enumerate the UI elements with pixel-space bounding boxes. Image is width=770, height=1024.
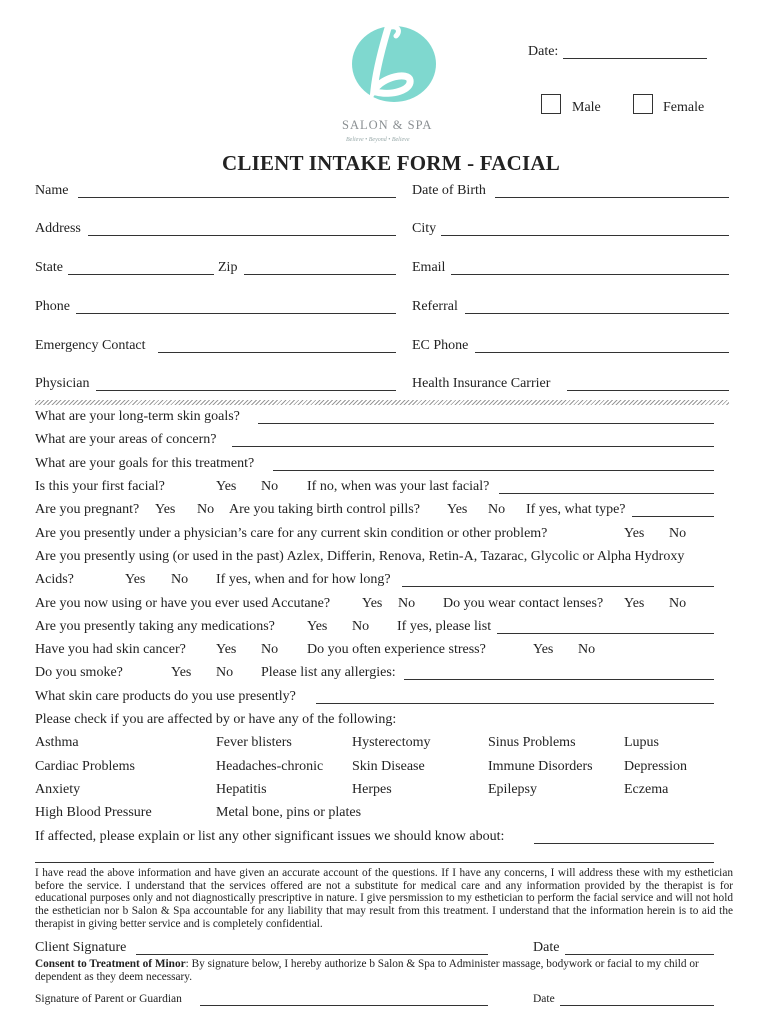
- referral-line[interactable]: [465, 313, 729, 314]
- logo-brand: SALON & SPA: [342, 118, 433, 132]
- q-long-term-goals: What are your long-term skin goals?: [35, 409, 240, 424]
- logo: [338, 14, 448, 149]
- condition-item[interactable]: Metal bone, pins or plates: [216, 805, 362, 820]
- zip-label: Zip: [218, 260, 238, 275]
- client-date-line[interactable]: [565, 954, 714, 955]
- physician-label: Physician: [35, 376, 90, 391]
- emergency-contact-line[interactable]: [158, 352, 396, 353]
- q-physician-care-no[interactable]: No: [669, 526, 687, 541]
- q-medications-list-line[interactable]: [497, 633, 714, 634]
- condition-item[interactable]: Asthma: [35, 735, 79, 750]
- dob-line[interactable]: [495, 197, 729, 198]
- q-first-facial: Is this your first facial?: [35, 479, 165, 494]
- condition-item[interactable]: High Blood Pressure: [35, 805, 152, 820]
- q-long-term-goals-line[interactable]: [258, 423, 714, 424]
- q-treatment-goals-line[interactable]: [273, 470, 714, 471]
- q-birth-control-type: If yes, what type?: [526, 502, 626, 517]
- q-skin-cancer-yes[interactable]: Yes: [216, 642, 237, 657]
- email-label: Email: [412, 260, 446, 275]
- q-areas-of-concern-line[interactable]: [232, 446, 714, 447]
- q-first-facial-yes[interactable]: Yes: [216, 479, 237, 494]
- male-label: Male: [572, 100, 601, 115]
- q-contacts-yes[interactable]: Yes: [624, 596, 645, 611]
- condition-item[interactable]: Hysterectomy: [352, 735, 431, 750]
- condition-item[interactable]: Lupus: [624, 735, 659, 750]
- condition-item[interactable]: Anxiety: [35, 782, 81, 797]
- q-accutane: Are you now using or have you ever used Accutane?: [35, 596, 331, 611]
- q-last-facial: If no, when was your last facial?: [307, 479, 490, 494]
- q-physician-care-yes[interactable]: Yes: [624, 526, 645, 541]
- q-medications-list: If yes, please list: [397, 619, 492, 634]
- q-acids-yes[interactable]: Yes: [125, 572, 146, 587]
- q-birth-control: Are you taking birth control pills?: [229, 502, 420, 517]
- q-acids-no[interactable]: No: [171, 572, 189, 587]
- q-contacts-no[interactable]: No: [669, 596, 687, 611]
- q-accutane-yes[interactable]: Yes: [362, 596, 383, 611]
- q-allergies-line[interactable]: [404, 679, 714, 680]
- q-pregnant-no[interactable]: No: [197, 502, 215, 517]
- minor-consent-text: : By signature below, I hereby authorize b Salon & Spa to Administer massage, bodywork or facial to my child or dependent as they deem necessary.: [35, 958, 699, 983]
- page-title: CLIENT INTAKE FORM - FACIAL: [222, 151, 560, 175]
- q-physician-care: Are you presently under a physician’s care for any current skin condition or other problem?: [35, 526, 548, 541]
- insurance-label: Health Insurance Carrier: [412, 376, 551, 391]
- q-acids-when: If yes, when and for how long?: [216, 572, 391, 587]
- q-other-issues-line[interactable]: [534, 843, 714, 844]
- q-other-issues-line-2[interactable]: [35, 862, 714, 863]
- condition-item[interactable]: Cardiac Problems: [35, 759, 135, 774]
- logo-tagline: Believe • Beyond • Believe: [346, 137, 410, 143]
- phone-label: Phone: [35, 299, 70, 314]
- q-stress: Do you often experience stress?: [307, 642, 486, 657]
- name-label: Name: [35, 183, 69, 198]
- parent-signature-label: Signature of Parent or Guardian: [35, 993, 182, 1005]
- state-label: State: [35, 260, 63, 275]
- q-accutane-no[interactable]: No: [398, 596, 416, 611]
- zip-line[interactable]: [244, 274, 396, 275]
- dob-label: Date of Birth: [412, 183, 486, 198]
- address-label: Address: [35, 221, 81, 236]
- q-last-facial-line[interactable]: [499, 493, 714, 494]
- condition-item[interactable]: Skin Disease: [352, 759, 425, 774]
- parent-signature-line[interactable]: [200, 1005, 488, 1006]
- ec-phone-label: EC Phone: [412, 338, 469, 353]
- q-smoke-no[interactable]: No: [216, 665, 234, 680]
- condition-item[interactable]: Herpes: [352, 782, 392, 797]
- q-treatment-goals: What are your goals for this treatment?: [35, 456, 255, 471]
- q-acids-when-line[interactable]: [402, 586, 714, 587]
- insurance-line[interactable]: [567, 390, 729, 391]
- q-skin-cancer-no[interactable]: No: [261, 642, 279, 657]
- name-line[interactable]: [78, 197, 396, 198]
- condition-item[interactable]: Fever blisters: [216, 735, 292, 750]
- email-line[interactable]: [451, 274, 729, 275]
- city-line[interactable]: [441, 235, 729, 236]
- male-checkbox[interactable]: [541, 94, 561, 114]
- consent-text: I have read the above information and have given an accurate account of the questions. If I have any concerns, I will address these with my esthetician before the service. I understand that the services offered are not a substitute for medical care and any information provided by the therapist is for educational purposes only and not diagnostically prescriptive in nature. I give persmission to my esthetician to perform the facial service and will not hold the esthetician nor b Salon & Spa accountable for any liability that may result from this treatment. I understand that the information herein is to aid the therapist in giving better service and is completely confidential.: [35, 867, 733, 930]
- condition-item[interactable]: Immune Disorders: [488, 759, 593, 774]
- q-contacts: Do you wear contact lenses?: [443, 596, 604, 611]
- q-pregnant: Are you pregnant?: [35, 502, 140, 517]
- q-retinoids: Are you presently using (or used in the past) Azlex, Differin, Renova, Retin-A, Tazarac, Glycolic or Alpha Hydroxy: [35, 549, 685, 564]
- q-skin-cancer: Have you had skin cancer?: [35, 642, 186, 657]
- female-checkbox[interactable]: [633, 94, 653, 114]
- state-line[interactable]: [68, 274, 214, 275]
- logo-b-icon: [338, 14, 448, 109]
- condition-item[interactable]: Eczema: [624, 782, 669, 797]
- condition-item[interactable]: Depression: [624, 759, 687, 774]
- q-medications-yes[interactable]: Yes: [307, 619, 328, 634]
- q-birth-control-yes[interactable]: Yes: [447, 502, 468, 517]
- q-acids: Acids?: [35, 572, 74, 587]
- minor-consent-heading: Consent to Treatment of Minor: [35, 958, 186, 970]
- emergency-contact-label: Emergency Contact: [35, 338, 146, 353]
- parent-date-line[interactable]: [560, 1005, 714, 1006]
- phone-line[interactable]: [76, 313, 396, 314]
- date-label: Date:: [528, 44, 559, 59]
- q-medications: Are you presently taking any medications?: [35, 619, 275, 634]
- condition-item[interactable]: Epilepsy: [488, 782, 537, 797]
- q-medications-no[interactable]: No: [352, 619, 370, 634]
- client-signature-line[interactable]: [136, 954, 488, 955]
- section-divider: [35, 400, 729, 405]
- condition-item[interactable]: Sinus Problems: [488, 735, 576, 750]
- client-signature-label: Client Signature: [35, 940, 127, 955]
- q-smoke: Do you smoke?: [35, 665, 123, 680]
- condition-item[interactable]: Hepatitis: [216, 782, 267, 797]
- date-line[interactable]: [563, 58, 707, 59]
- ec-phone-line[interactable]: [475, 352, 729, 353]
- q-stress-yes[interactable]: Yes: [533, 642, 554, 657]
- parent-date-label: Date: [533, 993, 555, 1005]
- q-smoke-yes[interactable]: Yes: [171, 665, 192, 680]
- q-products: What skin care products do you use presently?: [35, 689, 296, 704]
- q-products-line[interactable]: [316, 703, 714, 704]
- minor-consent: [35, 958, 737, 984]
- q-first-facial-no[interactable]: No: [261, 479, 279, 494]
- female-label: Female: [663, 100, 705, 115]
- q-areas-of-concern: What are your areas of concern?: [35, 432, 217, 447]
- q-pregnant-yes[interactable]: Yes: [155, 502, 176, 517]
- q-stress-no[interactable]: No: [578, 642, 596, 657]
- client-date-label: Date: [533, 940, 560, 955]
- city-label: City: [412, 221, 437, 236]
- condition-item[interactable]: Headaches-chronic: [216, 759, 324, 774]
- q-birth-control-no[interactable]: No: [488, 502, 506, 517]
- q-conditions-intro: Please check if you are affected by or have any of the following:: [35, 712, 397, 727]
- q-birth-control-type-line[interactable]: [632, 516, 714, 517]
- q-allergies: Please list any allergies:: [261, 665, 396, 680]
- physician-line[interactable]: [96, 390, 396, 391]
- q-other-issues: If affected, please explain or list any other significant issues we should know about:: [35, 829, 505, 844]
- referral-label: Referral: [412, 299, 458, 314]
- address-line[interactable]: [88, 235, 396, 236]
